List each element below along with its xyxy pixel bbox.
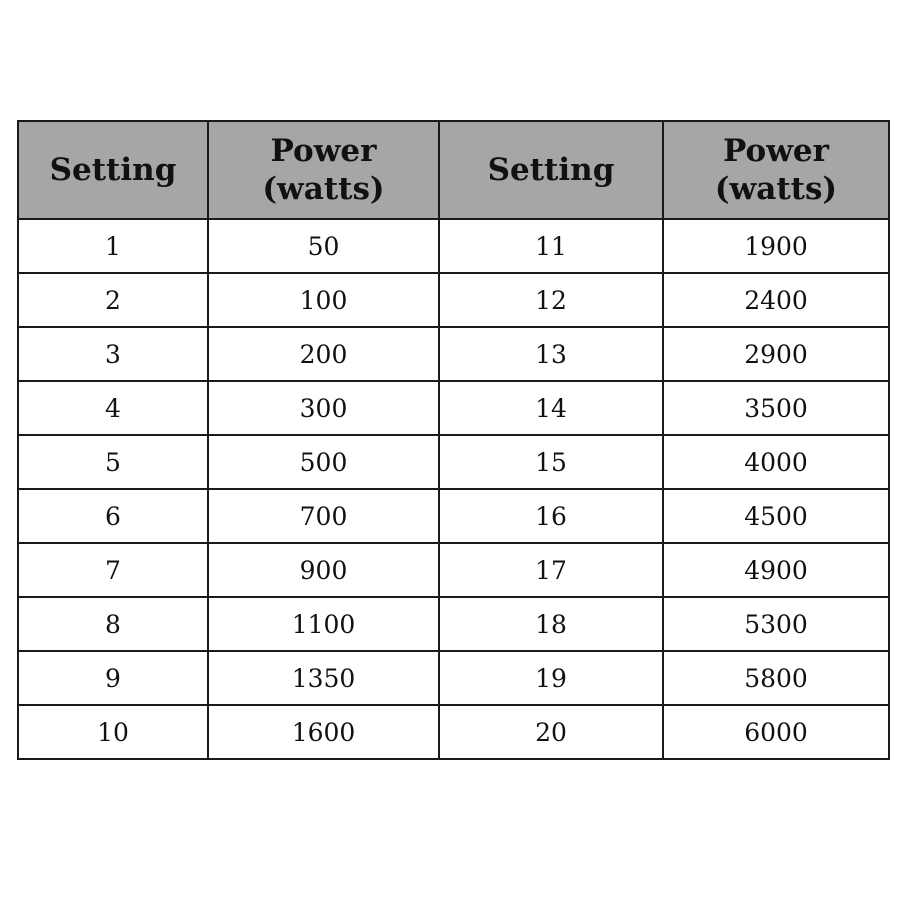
cell-setting: 4: [18, 381, 208, 435]
cell-setting: 18: [439, 597, 663, 651]
table-row: [18, 273, 889, 327]
table-header: [18, 121, 889, 219]
table-row: [18, 327, 889, 381]
cell-setting: 8: [18, 597, 208, 651]
cell-power: 1600: [208, 705, 439, 759]
header-power-2: [663, 121, 889, 219]
header-setting-2: [439, 121, 663, 219]
header-row: [18, 121, 889, 219]
cell-power: 100: [208, 273, 439, 327]
cell-setting: 17: [439, 543, 663, 597]
cell-power: 1100: [208, 597, 439, 651]
header-setting-1: [18, 121, 208, 219]
cell-power: 200: [208, 327, 439, 381]
cell-setting: 2: [18, 273, 208, 327]
cell-power: 900: [208, 543, 439, 597]
cell-setting: 19: [439, 651, 663, 705]
cell-power: 2400: [663, 273, 889, 327]
cell-power: 300: [208, 381, 439, 435]
table-row: [18, 705, 889, 759]
cell-power: 50: [208, 219, 439, 273]
header-unit: (watts): [262, 171, 385, 207]
cell-setting: 7: [18, 543, 208, 597]
cell-setting: 14: [439, 381, 663, 435]
cell-setting: 3: [18, 327, 208, 381]
cell-power: 4000: [663, 435, 889, 489]
header-label: Setting: [49, 152, 177, 188]
cell-power: 5800: [663, 651, 889, 705]
cell-power: 3500: [663, 381, 889, 435]
cell-setting: 12: [439, 273, 663, 327]
header-label: Power: [723, 133, 829, 169]
table-body: [18, 219, 889, 759]
header-label: Setting: [487, 152, 615, 188]
header-unit: (watts): [714, 171, 838, 207]
table-row: [18, 489, 889, 543]
cell-setting: 20: [439, 705, 663, 759]
table-row: [18, 381, 889, 435]
power-settings-table: [17, 120, 890, 760]
cell-setting: 11: [439, 219, 663, 273]
table-row: [18, 651, 889, 705]
cell-setting: 15: [439, 435, 663, 489]
table-row: [18, 219, 889, 273]
cell-setting: 13: [439, 327, 663, 381]
table-row: [18, 597, 889, 651]
cell-power: 700: [208, 489, 439, 543]
table-row: [18, 435, 889, 489]
cell-setting: 1: [18, 219, 208, 273]
table-row: [18, 543, 889, 597]
cell-power: 500: [208, 435, 439, 489]
cell-power: 2900: [663, 327, 889, 381]
cell-power: 1900: [663, 219, 889, 273]
cell-setting: 16: [439, 489, 663, 543]
cell-setting: 5: [18, 435, 208, 489]
cell-setting: 9: [18, 651, 208, 705]
cell-power: 1350: [208, 651, 439, 705]
header-label: Power: [270, 133, 377, 169]
cell-setting: 10: [18, 705, 208, 759]
cell-setting: 6: [18, 489, 208, 543]
cell-power: 5300: [663, 597, 889, 651]
cell-power: 4500: [663, 489, 889, 543]
power-settings-table-container: [17, 120, 888, 760]
header-power-1: [208, 121, 439, 219]
cell-power: 6000: [663, 705, 889, 759]
cell-power: 4900: [663, 543, 889, 597]
